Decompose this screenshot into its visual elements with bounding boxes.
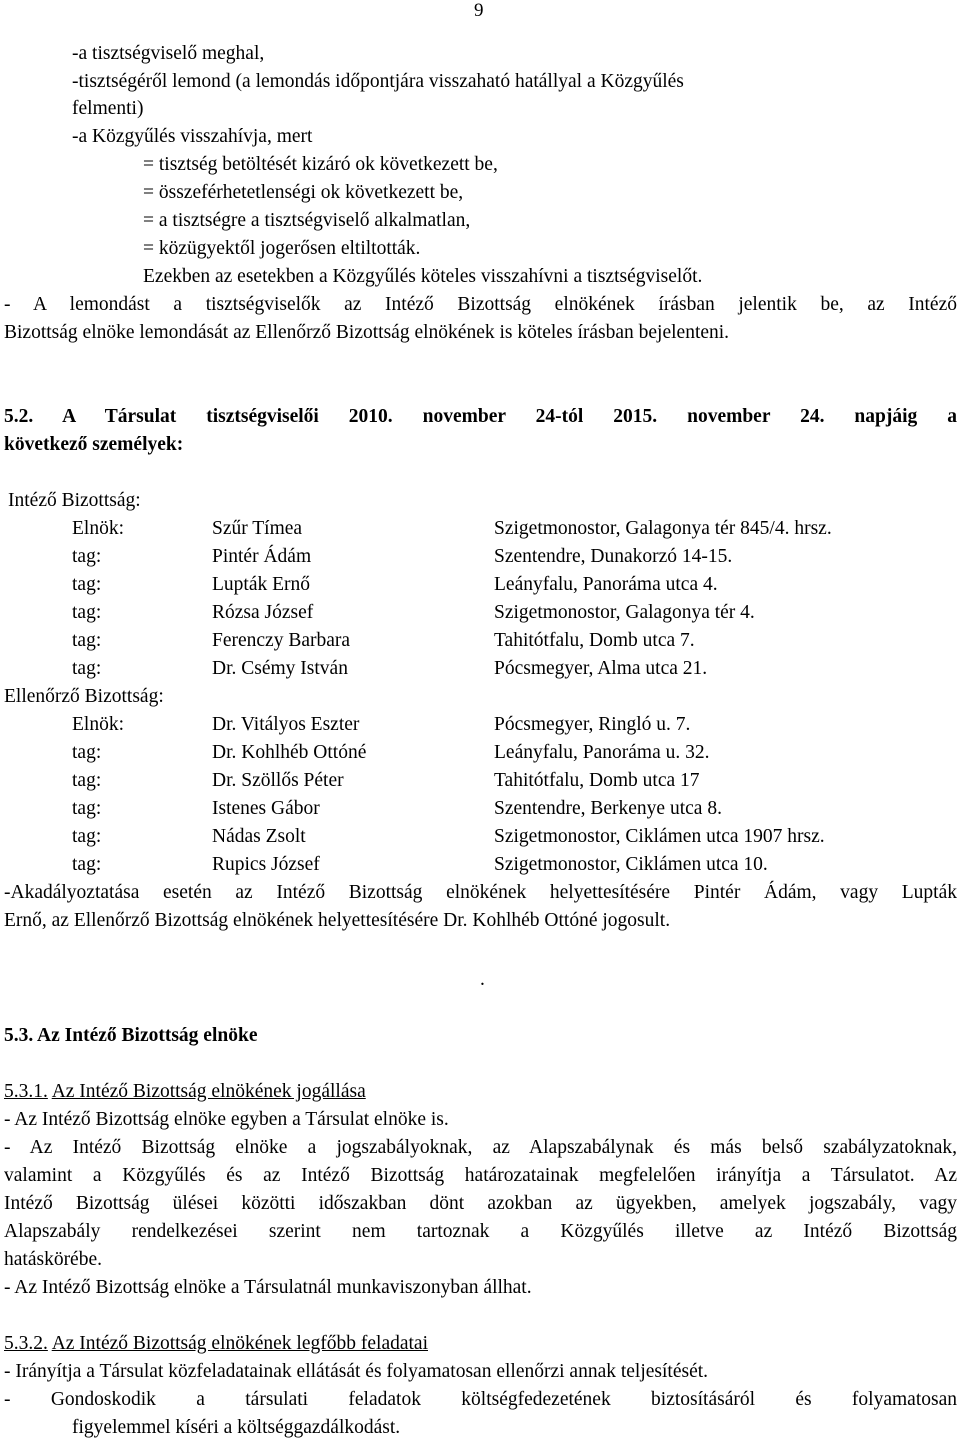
member-role: tag:: [72, 630, 102, 651]
list-item: Ezekben az esetekben a Közgyűlés köteles visszahívni a tisztségviselőt.: [143, 266, 703, 287]
list-item: = összeférhetetlenségi ok következett be,: [143, 182, 464, 203]
member-address: Tahitótfalu, Domb utca 17: [494, 770, 700, 791]
stray-dot: .: [480, 969, 485, 990]
member-address: Pócsmegyer, Alma utca 21.: [494, 658, 708, 679]
table-row: [0, 517, 960, 541]
paragraph-line: Bizottság elnöke lemondását az Ellenőrző Bizottság elnökének is köteles írásban bejelenteni.: [4, 322, 730, 343]
member-role: tag:: [72, 602, 102, 623]
member-role: tag:: [72, 658, 102, 679]
member-name: Dr. Vitályos Eszter: [212, 714, 360, 735]
list-item: -a Közgyűlés visszahívja, mert: [72, 126, 313, 147]
member-name: Rupics József: [212, 854, 320, 875]
member-role: Elnök:: [72, 714, 124, 735]
member-name: Dr. Kohlhéb Ottóné: [212, 742, 367, 763]
member-name: Szűr Tímea: [212, 518, 303, 539]
member-address: Tahitótfalu, Domb utca 7.: [494, 630, 695, 651]
subsection-title: Az Intéző Bizottság elnökének legfőbb feladatai: [51, 1333, 428, 1354]
member-role: tag:: [72, 546, 102, 567]
paragraph-line: - Gondoskodik a társulati feladatok költségfedezetének biztosításáról és folyamatosan: [4, 1389, 957, 1410]
member-name: Istenes Gábor: [212, 798, 320, 819]
member-address: Leányfalu, Panoráma utca 4.: [494, 574, 718, 595]
member-role: tag:: [72, 574, 102, 595]
member-name: Nádas Zsolt: [212, 826, 306, 847]
table-row: [0, 741, 960, 765]
table-row: [0, 825, 960, 849]
subsection-number: 5.3.2.: [4, 1333, 48, 1354]
table-row: [0, 545, 960, 569]
member-address: Pócsmegyer, Ringló u. 7.: [494, 714, 691, 735]
member-name: Ferenczy Barbara: [212, 630, 351, 651]
subsection-heading: [4, 1080, 366, 1104]
board-title: Ellenőrző Bizottság:: [4, 686, 164, 707]
paragraph-line: figyelemmel kíséri a költséggazdálkodást.: [72, 1417, 401, 1438]
paragraph-line: - Az Intéző Bizottság elnöke a Társulatnál munkaviszonyban állhat.: [4, 1277, 532, 1298]
list-item: = a tisztségre a tisztségviselő alkalmatlan,: [143, 210, 471, 231]
member-name: Lupták Ernő: [212, 574, 311, 595]
list-item: -a tisztségviselő meghal,: [72, 43, 265, 64]
table-row: [0, 629, 960, 653]
paragraph-line: Alapszabály rendelkezései szerint nem tartoznak a Közgyűlés illetve az Intéző Bizottság: [4, 1221, 957, 1242]
section-heading: 5.2. A Társulat tisztségviselői 2010. november 24-tól 2015. november 24. napjáig a: [4, 406, 957, 427]
member-role: Elnök:: [72, 518, 124, 539]
paragraph-line: valamint a Közgyűlés és az Intéző Bizottság határozatainak megfelelően irányítja a Társulatot. Az: [4, 1165, 957, 1186]
section-heading: következő személyek:: [4, 434, 184, 455]
member-address: Szentendre, Berkenye utca 8.: [494, 798, 722, 819]
paragraph-line: -Akadályoztatása esetén az Intéző Bizottság elnökének helyettesítésére Pintér Ádám, vagy Lupták: [4, 882, 957, 903]
board-title: Intéző Bizottság:: [8, 490, 141, 511]
table-row: [0, 713, 960, 737]
paragraph-line: - A lemondást a tisztségviselők az Intéző Bizottság elnökének írásban jelentik be, az Intéző: [4, 294, 957, 315]
table-row: [0, 601, 960, 625]
list-item: = tisztség betöltését kizáró ok következett be,: [143, 154, 498, 175]
member-address: Szigetmonostor, Ciklámen utca 1907 hrsz.: [494, 826, 825, 847]
subsection-heading: [4, 1332, 428, 1356]
table-row: [0, 769, 960, 793]
paragraph-line: - Az Intéző Bizottság elnöke a jogszabályoknak, az Alapszabálynak és más belső szabályzatoknak,: [4, 1137, 957, 1158]
member-address: Szigetmonostor, Galagonya tér 4.: [494, 602, 755, 623]
member-address: Szigetmonostor, Ciklámen utca 10.: [494, 854, 768, 875]
member-address: Leányfalu, Panoráma u. 32.: [494, 742, 710, 763]
member-name: Rózsa József: [212, 602, 314, 623]
subsection-number: 5.3.1.: [4, 1081, 48, 1102]
page-number: 9: [474, 0, 484, 21]
section-heading: 5.3. Az Intéző Bizottság elnöke: [4, 1025, 258, 1046]
paragraph-line: - Irányítja a Társulat közfeladatainak ellátását és folyamatosan ellenőrzi annak teljesítését.: [4, 1361, 709, 1382]
paragraph-line: Intéző Bizottság ülései közötti időszakban dönt azokban az ügyekben, amelyek jogszabály, vagy: [4, 1193, 957, 1214]
member-name: Dr. Csémy István: [212, 658, 348, 679]
member-role: tag:: [72, 742, 102, 763]
member-role: tag:: [72, 798, 102, 819]
table-row: [0, 797, 960, 821]
paragraph-line: - Az Intéző Bizottság elnöke egyben a Társulat elnöke is.: [4, 1109, 449, 1130]
member-name: Pintér Ádám: [212, 546, 312, 567]
table-row: [0, 657, 960, 681]
table-row: [0, 853, 960, 877]
member-role: tag:: [72, 770, 102, 791]
member-role: tag:: [72, 854, 102, 875]
paragraph-line: hatáskörébe.: [4, 1249, 102, 1270]
list-item: = közügyektől jogerősen eltiltották.: [143, 238, 421, 259]
member-address: Szigetmonostor, Galagonya tér 845/4. hrsz.: [494, 518, 832, 539]
table-row: [0, 573, 960, 597]
paragraph-line: Ernő, az Ellenőrző Bizottság elnökének helyettesítésére Dr. Kohlhéb Ottóné jogosult.: [4, 910, 671, 931]
member-name: Dr. Szöllős Péter: [212, 770, 344, 791]
member-address: Szentendre, Dunakorzó 14-15.: [494, 546, 733, 567]
member-role: tag:: [72, 826, 102, 847]
list-item: -tisztségéről lemond (a lemondás időpontjára visszaható hatállyal a Közgyűlés: [72, 71, 684, 92]
list-item: felmenti): [72, 98, 144, 119]
subsection-title: Az Intéző Bizottság elnökének jogállása: [51, 1081, 366, 1102]
